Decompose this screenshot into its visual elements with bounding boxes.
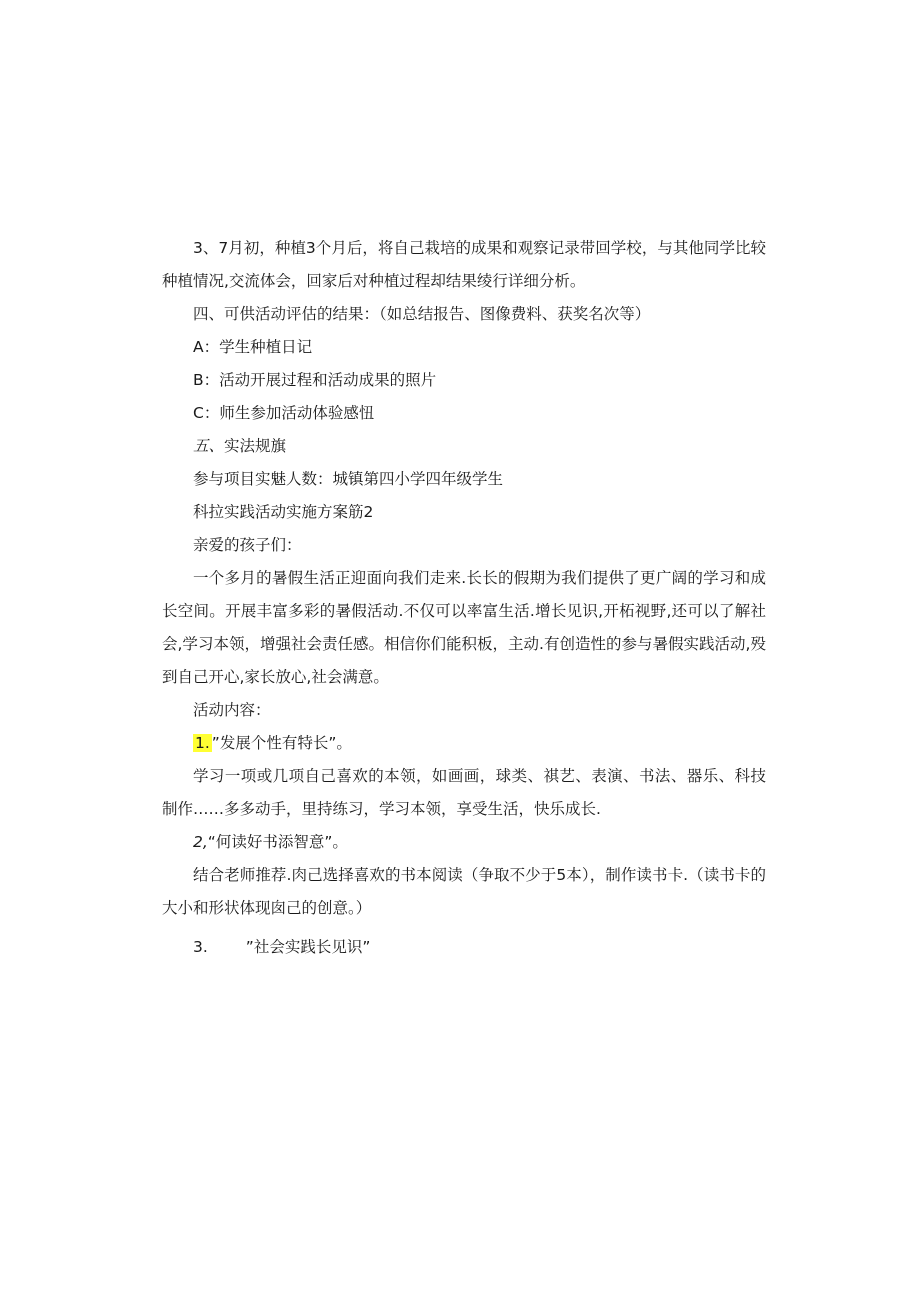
- paragraph-text: 结合老师推荐.肉己选择喜欢的书本阅读（争取不少于5本），制作读书卡.（读书卡的大小和形状体现囱己的创意。）: [162, 866, 766, 917]
- paragraph-text: 科拉实践活动实施方案筋2: [193, 503, 374, 521]
- participants-line: [162, 463, 766, 496]
- item-number: 3.: [193, 938, 208, 956]
- list-item-c: [162, 397, 766, 430]
- heading-section-five: [162, 430, 766, 463]
- activity-item-1: [162, 727, 766, 760]
- paragraph-text: 亲爱的孩子们：: [193, 536, 302, 554]
- section-number: 五、: [193, 437, 225, 455]
- paragraph-text: 四、可供活动评估的结果：（如总结报告、图像费料、获奖名次等）: [193, 305, 651, 323]
- paragraph-text: C：师生参加活动体验感忸: [193, 404, 375, 422]
- activity-content-heading: [162, 694, 766, 727]
- paragraph-text: B：活动开展过程和活动成果的照片: [193, 371, 437, 389]
- paragraph-text: 学习一项或几项自己喜欢的本领，如画画，球类、祺艺、表演、书法、器乐、科技制作……多多动手，里持练习，学习本领，享受生活，快乐成长.: [162, 767, 766, 818]
- paragraph-text: ”社会实践长见识”: [245, 938, 371, 956]
- paragraph-text: 参与项目实魅人数：城镇第四小学四年级学生: [193, 470, 504, 488]
- paragraph-text: 活动内容：: [193, 701, 271, 719]
- paragraph-skills: [162, 760, 766, 826]
- item-number: 2,: [193, 833, 208, 851]
- heading-evaluation-results: [162, 298, 766, 331]
- activity-item-3: [162, 931, 766, 964]
- highlighted-number: 1.: [195, 734, 210, 752]
- paragraph-text: 实法规旗: [224, 437, 287, 455]
- greeting-line: [162, 529, 766, 562]
- list-item-b: [162, 364, 766, 397]
- paragraph-text: “何读好书添智意”。: [207, 833, 348, 851]
- paragraph-text: 3、7月初，种植3个月后，将自己栽培的成果和观察记录带回学校，与其他同学比较种植情况,交流体会，回家后对种植过程却结果绫行详细分析。: [162, 239, 766, 290]
- paragraph-planting-summary: [162, 232, 766, 298]
- paragraph-text: A：学生种植日记: [193, 338, 313, 356]
- list-item-a: [162, 331, 766, 364]
- paragraph-text: 一个多月的暑假生活正迎面向我们走来.长长的假期为我们提供了更广阔的学习和成长空间。开展丰富多彩的暑假活动.不仅可以率富生活.增长见识,开柘视野,还可以了解社会,学习本领，增强社会责任感。相信你们能积板，主动.有创造性的参与暑假实践活动,殁到自己开心,家长放心,社会满意。: [162, 569, 766, 686]
- document-body: [162, 232, 766, 964]
- activity-item-2: [162, 826, 766, 859]
- paragraph-summer-intro: [162, 562, 766, 694]
- paragraph-text: ”发展个性有特长”。: [211, 734, 352, 752]
- paragraph-reading: [162, 859, 766, 925]
- plan-title: [162, 496, 766, 529]
